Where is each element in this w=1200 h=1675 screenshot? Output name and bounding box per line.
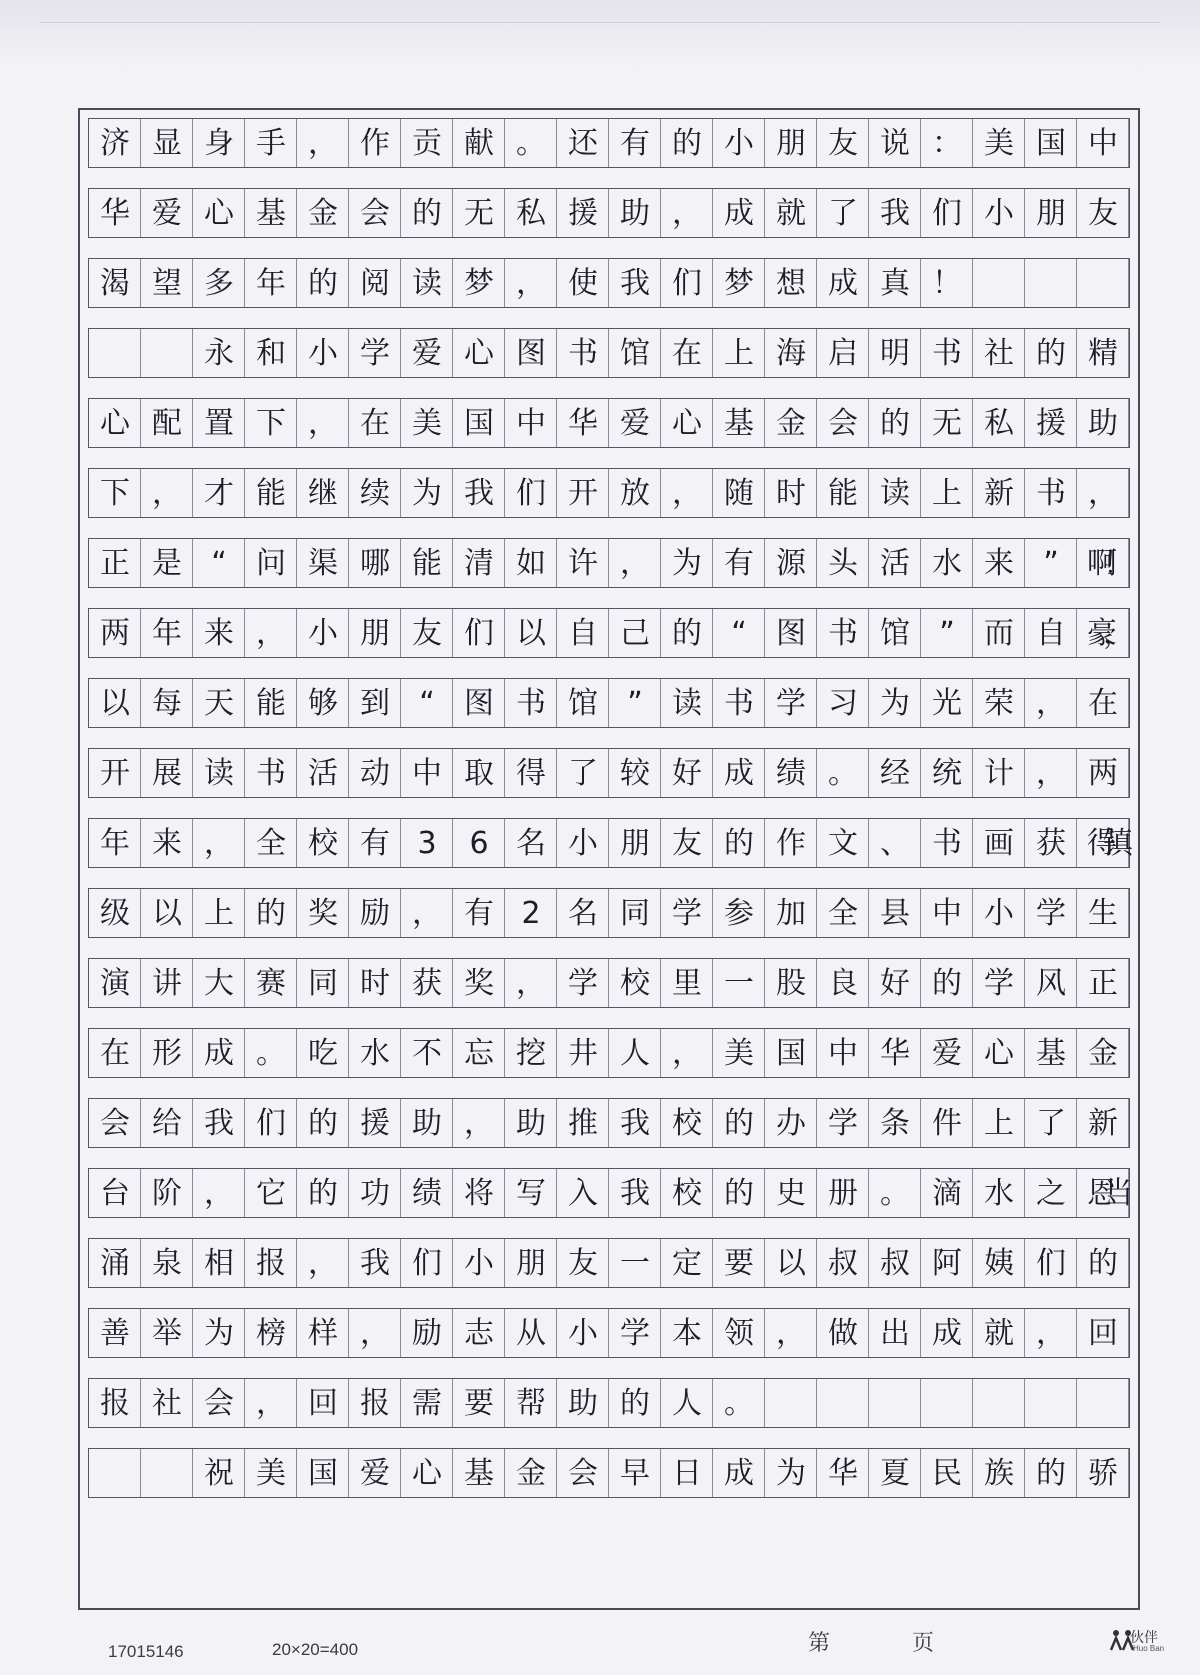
grid-row [88,1028,1130,1078]
grid-row [88,118,1130,168]
grid-row [88,1168,1130,1218]
grid-row [88,468,1130,518]
grid-row [88,748,1130,798]
scan-top-edge [0,0,1200,70]
brand-name: 伙伴 [1130,1630,1158,1646]
page-label-suffix: 页 [912,1630,935,1655]
writing-grid [88,118,1130,1600]
handwritten-line: 两 年 来 ， 小 朋 友 们 以 自 己 的 “ 图 书 馆 ” 而 自 豪， [100,616,1119,651]
grid-row [88,958,1130,1008]
handwritten-line: 台 阶 ， 它 的 功 绩 将 写 入 我 校 的 史 册 。 滴 水 之 恩当 [100,1176,1119,1211]
handwritten-line: 级 以 上 的 奖 励 ， 有 2 名 同 学 参 加 全 县 中 小 学 生 [100,896,1118,931]
composition-grid-sheet [78,108,1140,1610]
handwritten-line: 善 举 为 榜 样 ， 励 志 从 小 学 本 领 ， 做 出 成 就 ， 回 [100,1316,1118,1351]
sheet-code: 17015146 [108,1642,184,1661]
grid-row [88,1238,1130,1288]
grid-row [88,398,1130,448]
page-label-prefix: 第 [808,1630,831,1655]
grid-row [88,1308,1130,1358]
handwritten-line: 在 形 成 。 吃 水 不 忘 挖 井 人 ， 美 国 中 华 爱 心 基 金 [100,1036,1118,1071]
handwritten-line: 涌 泉 相 报 ， 我 们 小 朋 友 一 定 要 以 叔 叔 阿 姨 们 的 [100,1246,1118,1281]
grid-row [88,188,1130,238]
brand-subtitle: Huo Ban [1133,1644,1165,1653]
handwritten-line: 下 ， 才 能 继 续 为 我 们 开 放 ， 随 时 能 读 上 新 书 ， [100,476,1118,511]
handwritten-line: 心 配 置 下 ， 在 美 国 中 华 爱 心 基 金 会 的 无 私 援 助 [100,406,1118,441]
handwritten-line: 以 每 天 能 够 到 “ 图 书 馆 ” 读 书 学 习 为 光 荣 ， 在 [100,686,1118,721]
handwritten-line: 永 和 小 学 爱 心 图 书 馆 在 上 海 启 明 书 社 的 精 [204,336,1118,371]
handwritten-line: 正 是 “ 问 渠 哪 能 清 如 许 ， 为 有 源 头 活 水 来 ” 啊！ [100,546,1119,581]
grid-row [88,888,1130,938]
grid-row [88,818,1130,868]
handwritten-line: 年 来 ， 全 校 有 3 6 名 小 朋 友 的 作 文 、 书 画 获 得镇 [100,826,1119,861]
grid-size-label: 20×20=400 [272,1640,359,1659]
handwritten-line: 演 讲 大 赛 同 时 获 奖 ， 学 校 里 一 股 良 好 的 学 风 正 [100,966,1118,1001]
sheet-footer [0,1620,1200,1670]
handwritten-line: 渴 望 多 年 的 阅 读 梦 ， 使 我 们 梦 想 成 真 ！ [100,266,962,301]
handwritten-line: 会 给 我 们 的 援 助 ， 助 推 我 校 的 办 学 条 件 上 了 新 [100,1106,1118,1141]
grid-row [88,678,1130,728]
grid-row [88,258,1130,308]
grid-row [88,1378,1130,1428]
handwritten-line: 报 社 会 ， 回 报 需 要 帮 助 的 人 。 [100,1386,754,1421]
grid-row [88,608,1130,658]
grid-row [88,328,1130,378]
previous-page-edge-line [40,22,1160,23]
handwritten-line: 祝 美 国 爱 心 基 金 会 早 日 成 为 华 夏 民 族 的 骄 [204,1456,1118,1491]
handwritten-line: 开 展 读 书 活 动 中 取 得 了 较 好 成 绩 。 经 统 计 ， 两 [100,756,1118,791]
grid-row [88,1098,1130,1148]
handwritten-line: 华 爱 心 基 金 会 的 无 私 援 助 ， 成 就 了 我 们 小 朋 友 [100,196,1118,231]
grid-row [88,1448,1130,1498]
grid-row [88,538,1130,588]
handwritten-line: 济 显 身 手 ， 作 贡 献 。 还 有 的 小 朋 友 说 ： 美 国 中 [100,126,1118,161]
